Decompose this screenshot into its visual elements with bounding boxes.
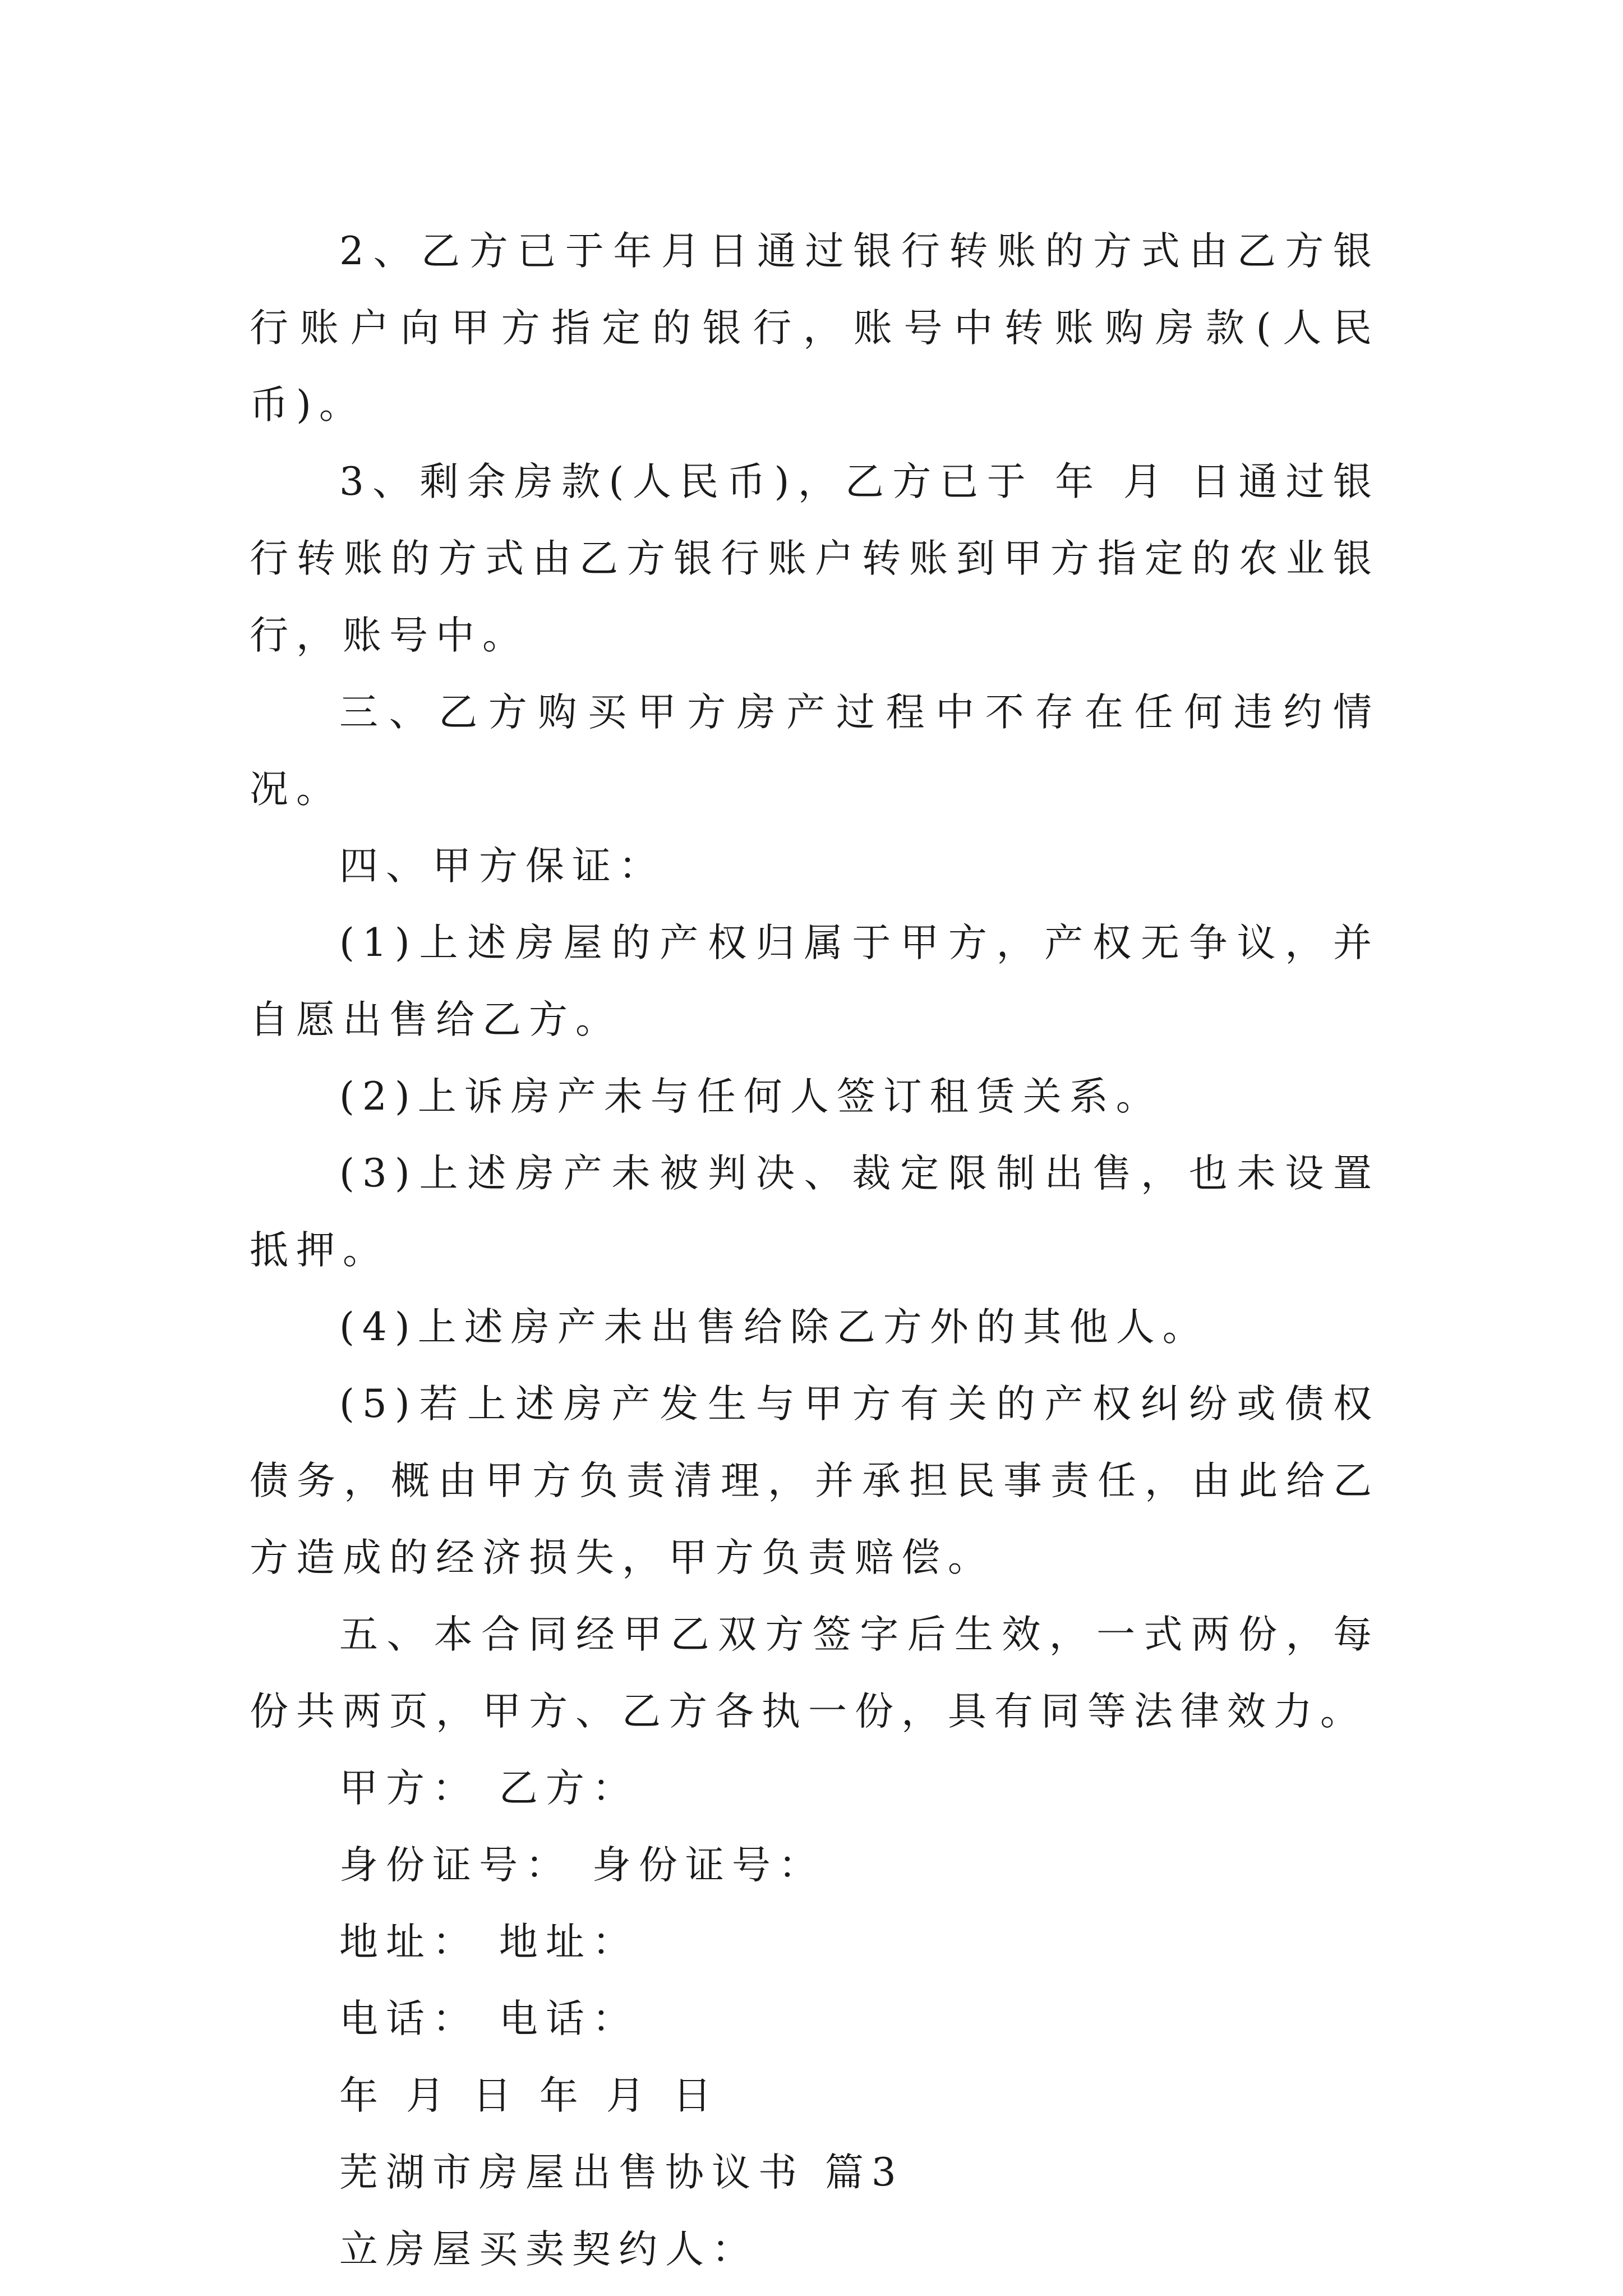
paragraph-payment-2: 2、乙方已于年月日通过银行转账的方式由乙方银行账户向甲方指定的银行，账号中转账购房款(人民币)。 <box>250 229 1380 427</box>
contract-party-line: 立房屋买卖契约人： <box>339 2227 758 2272</box>
paragraph-guarantee-1: (1)上述房屋的产权归属于甲方，产权无争议，并自愿出售给乙方。 <box>250 921 1380 1042</box>
signature-id-numbers: 身份证号： 身份证号： <box>339 1843 825 1888</box>
paragraph-article-4-heading: 四、甲方保证： <box>339 844 665 889</box>
signature-dates: 年 月 日 年 月 日 <box>339 2073 720 2118</box>
section-title-part-3: 芜湖市房屋出售协议书 篇3 <box>339 2150 904 2195</box>
paragraph-article-3: 三、乙方购买甲方房产过程中不存在任何违约情况。 <box>250 690 1380 812</box>
signature-parties: 甲方： 乙方： <box>339 1766 639 1811</box>
document-body <box>250 213 1380 2288</box>
paragraph-payment-3: 3、剩余房款(人民币)，乙方已于 年 月 日通过银行转账的方式由乙方银行账户转账到甲方指定的农业银行，账号中。 <box>250 459 1380 658</box>
paragraph-article-5: 五、本合同经甲乙双方签字后生效，一式两份，每份共两页，甲方、乙方各执一份，具有同等法律效力。 <box>250 1612 1380 1734</box>
paragraph-guarantee-5: (5)若上述房产发生与甲方有关的产权纠纷或债权债务，概由甲方负责清理，并承担民事责任，由此给乙方造成的经济损失，甲方负责赔偿。 <box>250 1382 1380 1580</box>
paragraph-guarantee-2: (2)上诉房产未与任何人签订租赁关系。 <box>339 1074 1163 1119</box>
paragraph-guarantee-4: (4)上述房产未出售给除乙方外的其他人。 <box>339 1305 1209 1350</box>
paragraph-guarantee-3: (3)上述房产未被判决、裁定限制出售，也未设置抵押。 <box>250 1151 1380 1273</box>
signature-phones: 电话： 电话： <box>339 1996 639 2041</box>
signature-addresses: 地址： 地址： <box>339 1920 639 1964</box>
